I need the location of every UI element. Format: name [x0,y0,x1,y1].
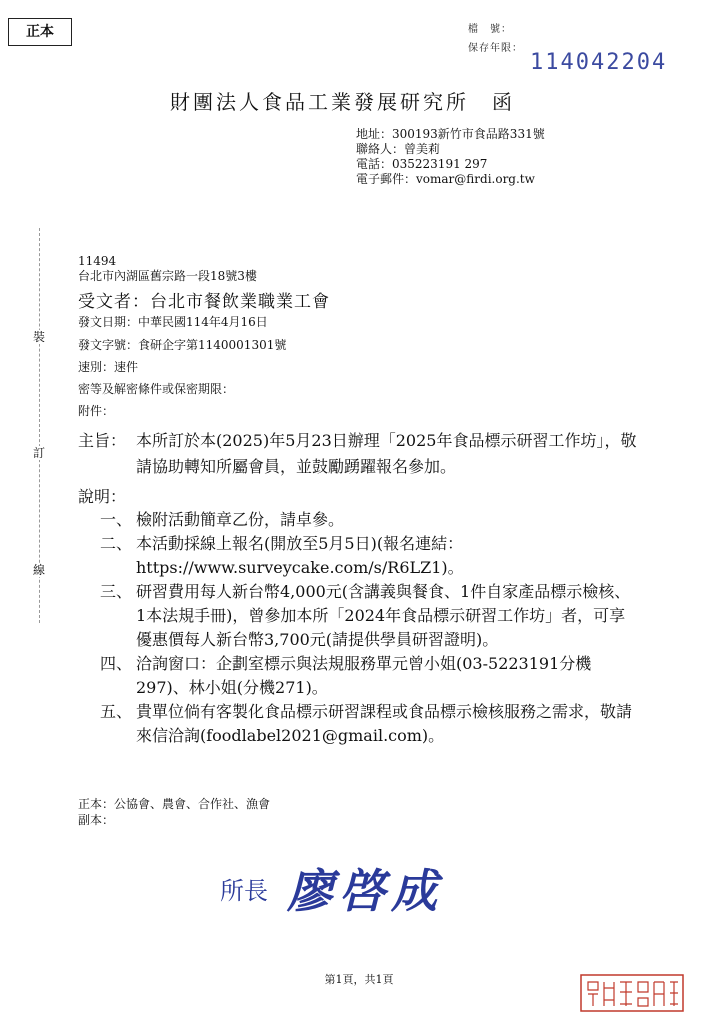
file-number-label: 檔 號： [468,24,512,35]
original-copy-stamp: 正本 [8,18,72,46]
director-signature [220,855,443,921]
official-seal-icon [580,974,684,1016]
sender-contact-person: 聯絡人：曾美莉 [356,142,441,156]
duplicate-recipients: 副本： [78,813,115,827]
recipient-postal-code: 11494 [78,254,117,268]
item-number: 四、 [100,654,133,673]
subject-section [78,428,638,480]
original-recipients: 正本：公協會、農會、合作社、漁會 [78,797,271,811]
page-number: 第1頁，共1頁 [324,973,394,986]
signature-role: 所長 [220,876,268,905]
item-text: 檢附活動簡章乙份，請卓參。 [136,510,345,529]
sender-contact-block [356,127,545,187]
item-text: 洽詢窗口：企劃室標示與法規服務單元曾小姐(03-5223191分機297)、林小姐(分機271)。 [136,654,592,697]
explanation-item [100,652,640,700]
binding-mark-middle: 訂 [33,446,46,460]
attachments: 附件： [78,404,115,418]
explanation-label: 說明： [78,487,127,506]
subject-label: 主旨： [78,431,127,450]
item-number: 一、 [100,510,133,529]
item-text: 貴單位倘有客製化食品標示研習課程或食品標示檢核服務之需求，敬請來信洽詢(foodlabel2021@gmail.com)。 [136,702,633,745]
sender-email: 電子郵件：vomar@firdi.org.tw [356,172,535,186]
item-number: 三、 [100,582,133,601]
issue-date: 發文日期：中華民國114年4月16日 [78,315,268,329]
item-text: 本活動採線上報名(開放至5月5日)(報名連結：https://www.surveycake.com/s/R6LZ1)。 [136,534,464,577]
recipient-address: 台北市內湖區舊宗路一段18號3樓 [78,269,257,283]
binding-mark-bottom: 線 [33,563,46,577]
document-title: 財團法人食品工業發展研究所 函 [170,90,515,114]
explanation-list [100,508,640,748]
distribution-list [78,796,270,828]
explanation-item [100,580,640,652]
binding-mark-top: 裝 [33,330,46,344]
item-number: 五、 [100,702,133,721]
sender-address: 地址：300193新竹市食品路331號 [356,127,545,141]
signature-name: 廖啓成 [287,864,444,918]
delivery-speed: 速別：速件 [78,360,139,374]
retention-period-label: 保存年限： [468,43,523,54]
explanation-item [100,508,640,532]
subject-text: 本所訂於本(2025)年5月23日辦理「2025年食品標示研習工作坊」，敬請協助轉知所屬會員，並鼓勵踴躍報名參加。 [136,431,637,476]
explanation-item [100,700,640,748]
recipient-name: 受文者：台北市餐飲業職業工會 [78,292,330,312]
document-number: 發文字號：食研企字第1140001301號 [78,338,287,352]
explanation-item [100,532,640,580]
sender-phone: 電話：035223191 297 [356,157,488,171]
document-serial-number: 114042204 [530,50,668,75]
security-classification: 密等及解密條件或保密期限： [78,382,235,396]
item-number: 二、 [100,534,133,553]
item-text: 研習費用每人新台幣4,000元(含講義與餐食、1件自家產品標示檢核、1本法規手冊)，曾參加本所「2024年食品標示研習工作坊」者，可享優惠價每人新台幣3,700元(請提供學員研習證明)。 [136,582,631,649]
